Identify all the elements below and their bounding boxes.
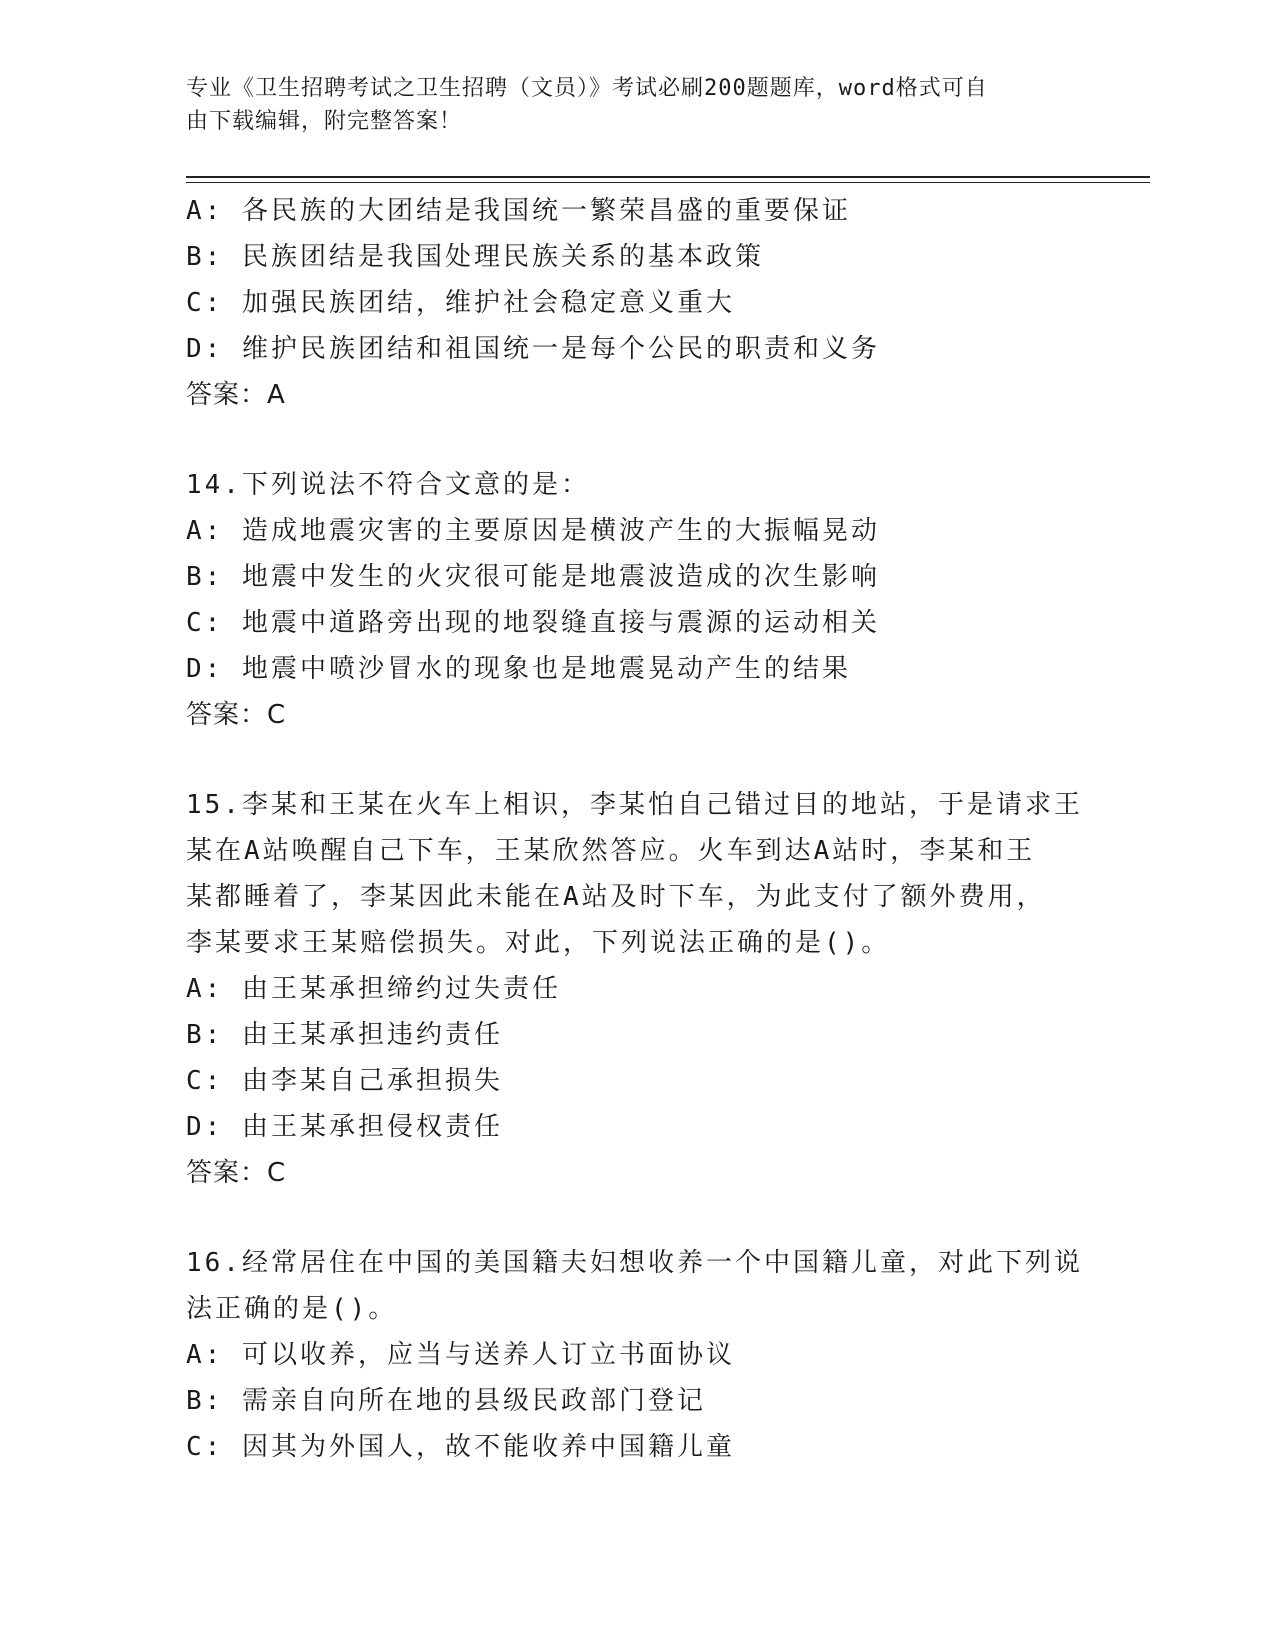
option-a: A: 造成地震灾害的主要原因是横波产生的大振幅晃动	[186, 516, 880, 546]
question-stem-line: 某在A站唤醒自己下车，王某欣然答应。火车到达A站时，李某和王	[186, 836, 1036, 866]
option-b: B: 由王某承担违约责任	[186, 1020, 503, 1050]
document-header	[186, 72, 1066, 138]
question-stem-line: 法正确的是()。	[186, 1294, 398, 1324]
question-stem: 14.下列说法不符合文意的是：	[186, 470, 590, 500]
question-16	[186, 1240, 1086, 1470]
option-d: D: 由王某承担侵权责任	[186, 1112, 503, 1142]
option-c: C: 地震中道路旁出现的地裂缝直接与震源的运动相关	[186, 608, 880, 638]
option-b: B: 需亲自向所在地的县级民政部门登记	[186, 1386, 706, 1416]
option-c: C: 由李某自己承担损失	[186, 1066, 503, 1096]
answer: 答案：A	[186, 380, 286, 410]
spacer	[186, 418, 1086, 462]
question-13	[186, 188, 1086, 418]
option-a: A: 由王某承担缔约过失责任	[186, 974, 561, 1004]
header-line-1: 专业《卫生招聘考试之卫生招聘（文员）》考试必刷200题题库，word格式可自	[186, 76, 988, 101]
option-b: B: 民族团结是我国处理民族关系的基本政策	[186, 242, 764, 272]
option-c: C: 因其为外国人，故不能收养中国籍儿童	[186, 1432, 735, 1462]
option-a: A: 各民族的大团结是我国统一繁荣昌盛的重要保证	[186, 196, 851, 226]
question-list	[186, 188, 1086, 1470]
answer: 答案：C	[186, 1158, 287, 1188]
option-c: C: 加强民族团结，维护社会稳定意义重大	[186, 288, 735, 318]
header-line-2: 由下载编辑，附完整答案！	[186, 109, 463, 134]
header-divider-thin	[186, 182, 1150, 183]
question-stem-line: 15.李某和王某在火车上相识，李某怕自己错过目的地站，于是请求王	[186, 790, 1083, 820]
answer: 答案：C	[186, 700, 287, 730]
question-stem-line: 16.经常居住在中国的美国籍夫妇想收养一个中国籍儿童，对此下列说	[186, 1248, 1083, 1278]
option-b: B: 地震中发生的火灾很可能是地震波造成的次生影响	[186, 562, 880, 592]
option-d: D: 维护民族团结和祖国统一是每个公民的职责和义务	[186, 334, 880, 364]
option-d: D: 地震中喷沙冒水的现象也是地震晃动产生的结果	[186, 654, 851, 684]
question-stem-line: 某都睡着了，李某因此未能在A站及时下车，为此支付了额外费用，	[186, 882, 1046, 912]
header-divider	[186, 176, 1150, 178]
question-stem-line: 李某要求王某赔偿损失。对此，下列说法正确的是()。	[186, 928, 891, 958]
option-a: A: 可以收养，应当与送养人订立书面协议	[186, 1340, 735, 1370]
spacer	[186, 738, 1086, 782]
question-15	[186, 782, 1086, 1196]
spacer	[186, 1196, 1086, 1240]
question-14	[186, 462, 1086, 738]
